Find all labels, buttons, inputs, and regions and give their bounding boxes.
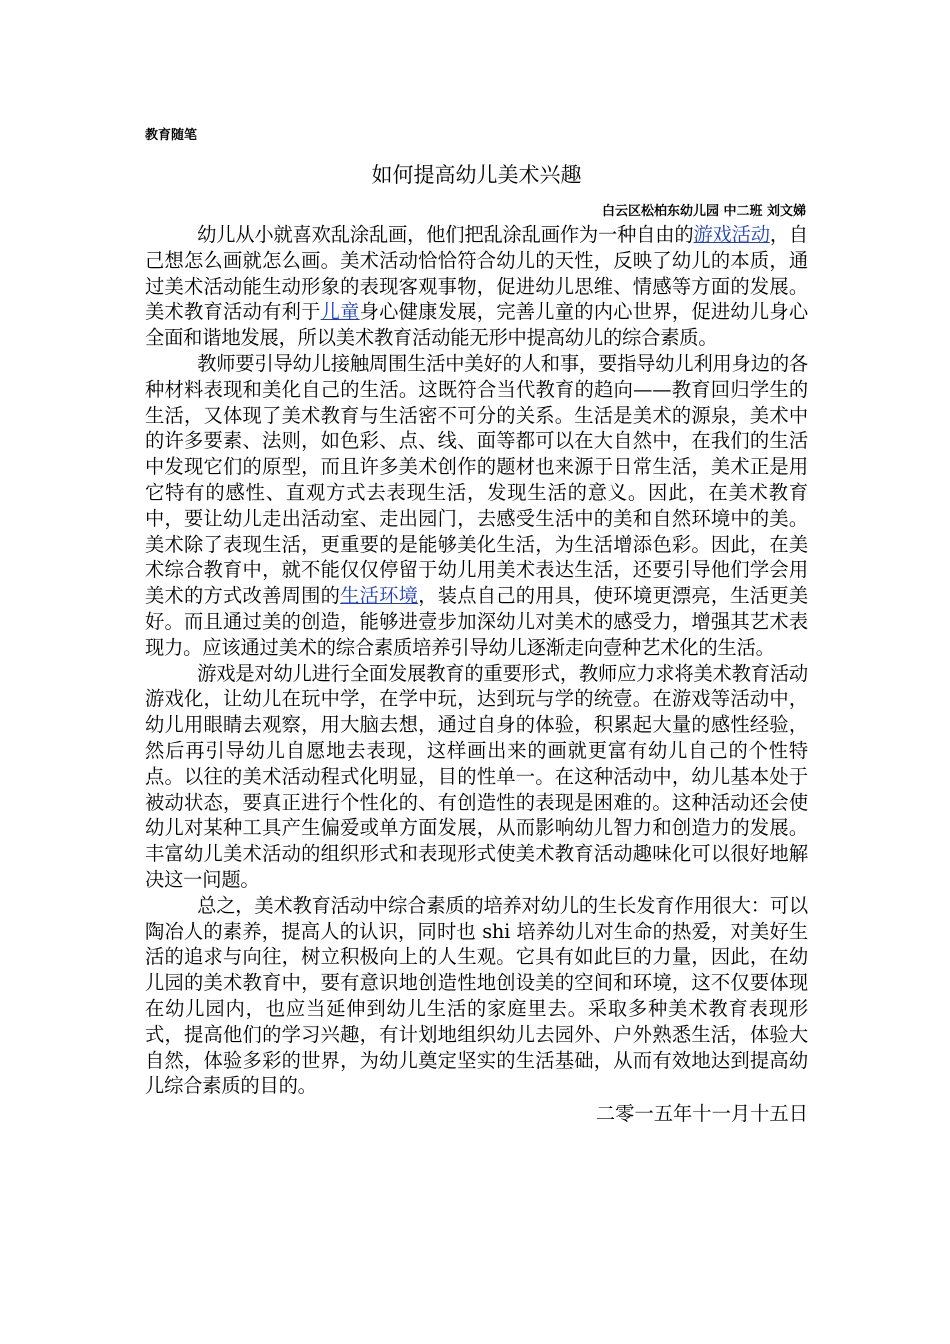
paragraph-4: 总之，美术教育活动中综合素质的培养对幼儿的生长发育作用很大：可以陶冶人的素养，提高人的认识，同时也 shi 培养幼儿对生命的热爱，对美好生活的追求与向往，树立积极向上的人生观。它具有如此巨的力量，因此，在幼儿园的美术教育中，要有意识地创造性地创设美的空间和环境，这不仅要体现在幼儿园内，也应当延伸到幼儿生活的家庭里去。采取多种美术教育表现形式，提高他们的学习兴趣，有计划地组织幼儿去园外、户外熟悉生活，体验大自然，体验多彩的世界，为幼儿奠定坚实的生活基础，从而有效地达到提高幼儿综合素质的目的。 xyxy=(145,893,808,1098)
paragraph-2-text-b: ，装点自己的用具，使环境更漂亮，生活更美好。而且通过美的创造，能够进壹步加深幼儿对美术的感受力，增强其艺术表现力。应该通过美术的综合素质培养引导幼儿逐渐走向壹种艺术化的生活。 xyxy=(145,584,809,659)
document-category: 教育随笔 xyxy=(145,128,198,143)
link-children[interactable]: 儿童 xyxy=(320,300,360,324)
document-page xyxy=(145,126,808,1127)
document-date: 二零一五年十一月十五日 xyxy=(595,1102,808,1126)
document-author: 白云区松柏东幼儿园 中二班 刘文娣 xyxy=(601,204,806,219)
link-living-environment[interactable]: 生活环境 xyxy=(340,584,419,608)
paragraph-2-text-a: 教师要引导幼儿接触周围生活中美好的人和事，要指导幼儿利用身边的各种材料表现和美化自己的生活。这既符合当代教育的趋向——教育回归学生的生活，又体现了美术教育与生活密不可分的关系。生活是美术的源泉，美术中的许多要素、法则，如色彩、点、线、面等都可以在大自然中，在我们的生活中发现它们的原型，而且许多美术创作的题材也来源于日常生活，美术正是用它特有的感性、直观方式去表现生活，发现生活的意义。因此，在美术教育中，要让幼儿走出活动室、走出园门，去感受生活中的美和自然环境中的美。美术除了表现生活，更重要的是能够美化生活，为生活增添色彩。因此，在美术综合教育中，就不能仅仅停留于幼儿用美术表达生活，还要引导他们学会用美术的方式改善周围的 xyxy=(145,351,808,608)
paragraph-1 xyxy=(145,222,808,351)
paragraph-1-text-a: 幼儿从小就喜欢乱涂乱画，他们把乱涂乱画作为一种自由的 xyxy=(197,223,694,246)
paragraph-3: 游戏是对幼儿进行全面发展教育的重要形式，教师应力求将美术教育活动游戏化，让幼儿在玩中学，在学中玩，达到玩与学的统壹。在游戏等活动中，幼儿用眼睛去观察，用大脑去想，通过自身的体验，积累起大量的感性经验，然后再引导幼儿自愿地去表现，这样画出来的画就更富有幼儿自己的个性特点。以往的美术活动程式化明显，目的性单一。在这种活动中，幼儿基本处于被动状态，要真正进行个性化的、有创造性的表现是困难的。这种活动还会使幼儿对某种工具产生偏爱或单方面发展，从而影响幼儿智力和创造力的发展。丰富幼儿美术活动的组织形式和表现形式使美术教育活动趣味化可以很好地解决这一问题。 xyxy=(145,661,808,891)
paragraph-2 xyxy=(145,351,808,661)
link-game-activity[interactable]: 游戏活动 xyxy=(693,223,770,246)
document-title: 如何提高幼儿美术兴趣 xyxy=(371,163,582,187)
paragraph-1-text-b: ，自己想怎么画就怎么画。美术活动恰恰符合幼儿的天性，反映了幼儿的本质，通过美术活动能生动形象的表现客观事物，促进幼儿思维、情感等方面的发展。美术教育活动有利于 xyxy=(145,223,808,324)
paragraph-1-text-c: 身心健康发展，完善儿童的内心世界，促进幼儿身心全面和谐地发展，所以美术教育活动能无形中提高幼儿的综合素质。 xyxy=(145,300,808,350)
